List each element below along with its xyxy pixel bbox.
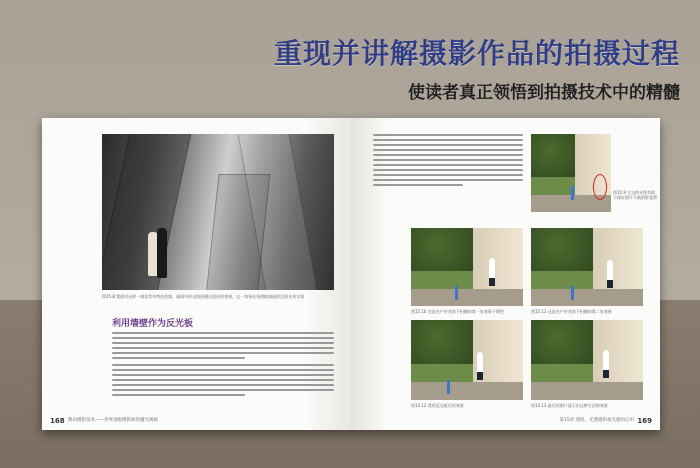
photo-15-10 (411, 228, 523, 306)
right-page-number: 169 (637, 417, 652, 425)
marker-circle (593, 174, 607, 200)
right-body-text-block (373, 134, 523, 189)
photo-15-12 (411, 320, 523, 400)
caption-15-10: 图15.10 这是在户外光线下拍摄的第一张效果不理想 (411, 309, 504, 314)
left-page (42, 118, 351, 430)
caption-15-13: 图15.13 最后的照片显示出这种方法的效果 (531, 403, 608, 408)
couple-photo (102, 134, 334, 290)
right-page (351, 118, 660, 430)
section-title: 利用墙壁作为反光板 (112, 319, 194, 329)
groom-figure (157, 228, 167, 278)
caption-15-11: 图15.11 这是在户外光线下拍摄的第二张效果 (531, 309, 612, 314)
banner-subheadline: 使读者真正领悟到拍摄技术中的精髓 (408, 83, 680, 103)
caption-15-9: 图15.9 左边的光线有助于保证照片不被阴影笼罩 (613, 190, 657, 200)
right-footer: 第15章 墙壁、光透板和柔光板的应用 (559, 418, 634, 423)
left-page-number: 168 (50, 417, 65, 425)
photo-15-9 (531, 134, 611, 212)
open-book (42, 118, 660, 430)
left-footer: 数码摄影技术——世界顶级摄影师的魔光揭秘 (68, 418, 158, 423)
photo-15-13 (531, 320, 643, 400)
photo-15-11 (531, 228, 643, 306)
body-text-block (112, 332, 334, 399)
figure-caption: 图15.8 我面对这样一堵非常有特色的墙，画面中的光线拍摄出很好的效果，这一效果必须借助墙面的反射光来实现 (102, 294, 305, 299)
banner-headline: 重现并讲解摄影作品的拍摄过程 (273, 37, 680, 70)
caption-15-12: 图15.12 我用反光板后的效果 (411, 403, 464, 408)
